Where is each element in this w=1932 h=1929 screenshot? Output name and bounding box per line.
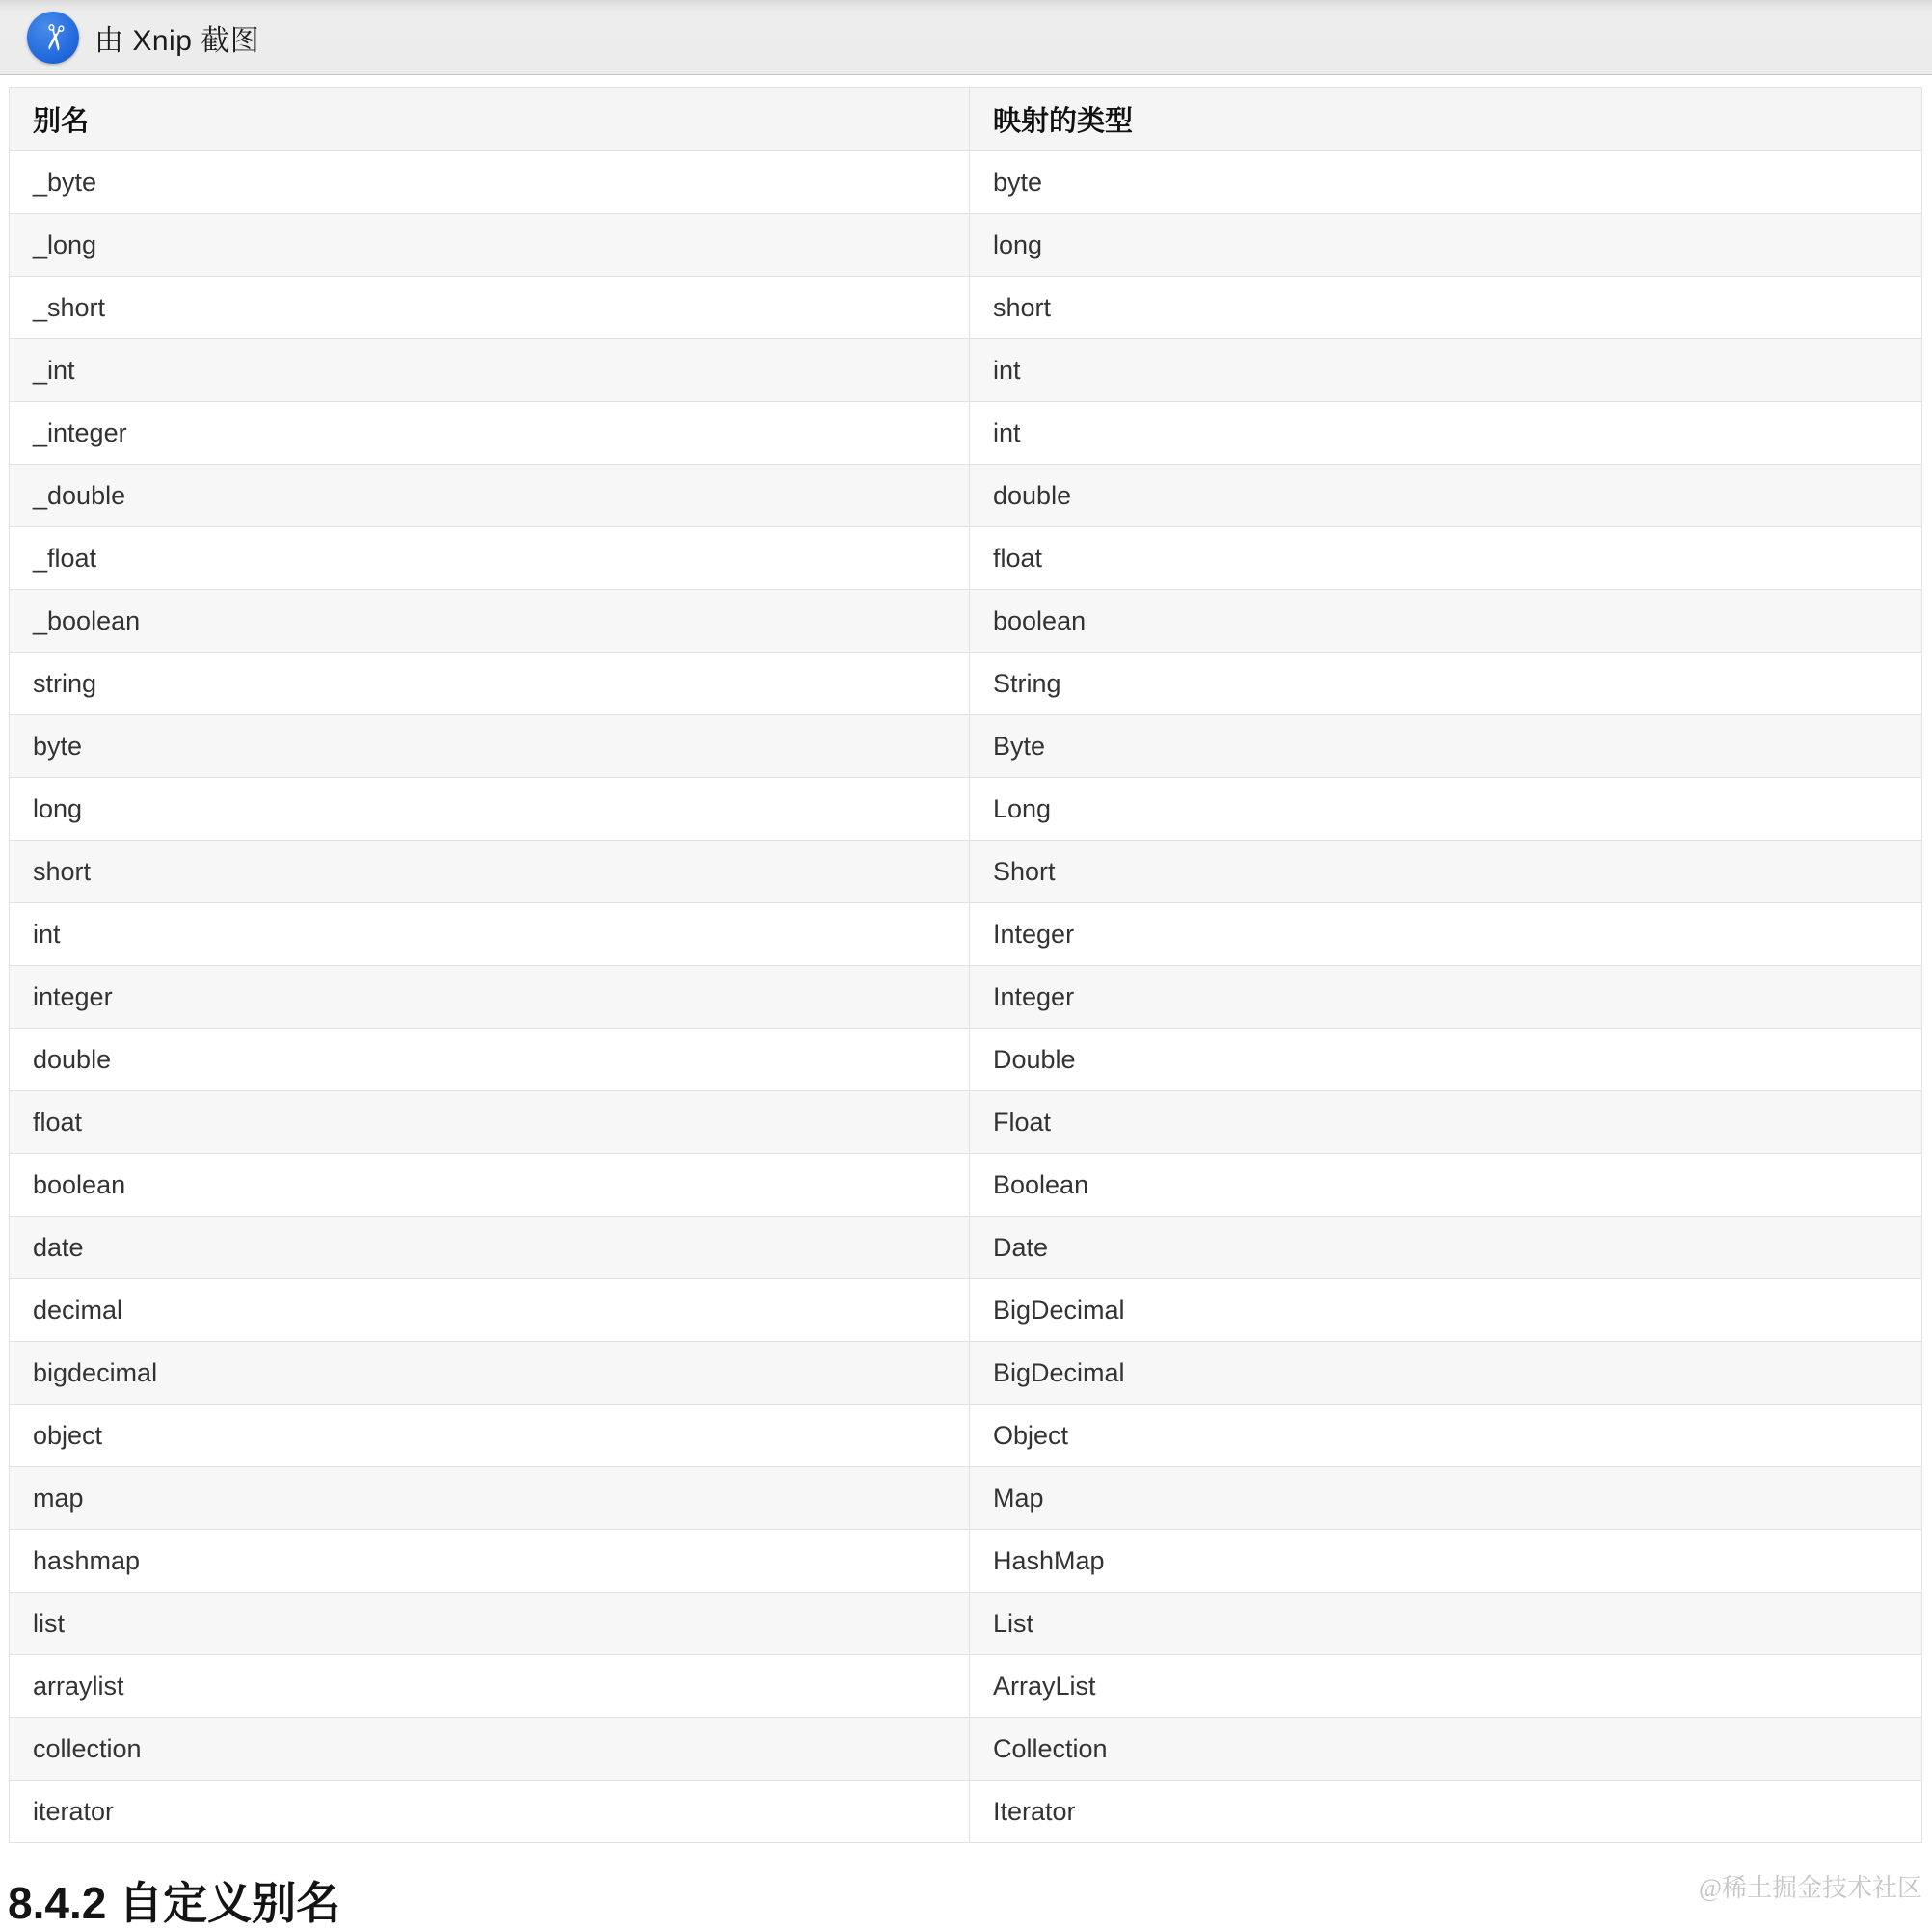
table-row [10, 1781, 1922, 1843]
mapped-type-cell: Long [970, 778, 1922, 841]
mapped-type-cell: List [970, 1593, 1922, 1655]
table-row [10, 590, 1922, 653]
mapped-type-cell: HashMap [970, 1530, 1922, 1593]
mapped-type-cell: Double [970, 1029, 1922, 1091]
table-row [10, 1091, 1922, 1154]
titlebar-label: 由 Xnip 截图 [94, 24, 260, 57]
table-row [10, 1342, 1922, 1405]
table-header-row [10, 88, 1922, 151]
section-heading: 8.4.2 自定义别名 [8, 1878, 341, 1928]
table-row [10, 151, 1922, 214]
table-row [10, 465, 1922, 527]
mapped-type-cell: ArrayList [970, 1655, 1922, 1718]
alias-cell: _long [10, 214, 970, 277]
alias-cell: date [10, 1217, 970, 1279]
table-row [10, 1279, 1922, 1342]
table-row [10, 339, 1922, 402]
mapped-type-cell: short [970, 277, 1922, 339]
alias-cell: _int [10, 339, 970, 402]
mapped-type-cell: byte [970, 151, 1922, 214]
alias-cell: hashmap [10, 1530, 970, 1593]
mapped-type-cell: Date [970, 1217, 1922, 1279]
alias-cell: integer [10, 966, 970, 1029]
table-row [10, 778, 1922, 841]
alias-cell: string [10, 653, 970, 715]
table-row [10, 1718, 1922, 1781]
watermark: @稀土掘金技术社区 [1699, 1874, 1922, 1902]
alias-cell: _double [10, 465, 970, 527]
mapped-type-cell: Float [970, 1091, 1922, 1154]
table-row [10, 1593, 1922, 1655]
alias-cell: int [10, 903, 970, 966]
alias-cell: double [10, 1029, 970, 1091]
mapped-type-cell: int [970, 402, 1922, 465]
mapped-type-cell: Integer [970, 903, 1922, 966]
table-row [10, 1467, 1922, 1530]
mapped-type-cell: Iterator [970, 1781, 1922, 1843]
alias-cell: _byte [10, 151, 970, 214]
column-header-mapped-type: 映射的类型 [970, 88, 1922, 151]
mapped-type-cell: Integer [970, 966, 1922, 1029]
alias-cell: object [10, 1405, 970, 1467]
mapped-type-cell: String [970, 653, 1922, 715]
mapped-type-cell: boolean [970, 590, 1922, 653]
mapped-type-cell: BigDecimal [970, 1279, 1922, 1342]
scissors-icon: ✂ [32, 20, 75, 55]
table-row [10, 402, 1922, 465]
alias-cell: _short [10, 277, 970, 339]
mapped-type-cell: long [970, 214, 1922, 277]
table-row [10, 715, 1922, 778]
alias-cell: collection [10, 1718, 970, 1781]
alias-cell: boolean [10, 1154, 970, 1217]
alias-cell: list [10, 1593, 970, 1655]
column-header-alias: 别名 [10, 88, 970, 151]
table-row [10, 1154, 1922, 1217]
table-row [10, 1029, 1922, 1091]
table-row [10, 214, 1922, 277]
table-row [10, 1655, 1922, 1718]
alias-cell: float [10, 1091, 970, 1154]
mapped-type-cell: Collection [970, 1718, 1922, 1781]
alias-cell: map [10, 1467, 970, 1530]
mapped-type-cell: Boolean [970, 1154, 1922, 1217]
table-row [10, 1405, 1922, 1467]
xnip-titlebar [0, 0, 1932, 75]
alias-cell: _integer [10, 402, 970, 465]
alias-cell: short [10, 841, 970, 903]
table-row [10, 527, 1922, 590]
mapped-type-cell: int [970, 339, 1922, 402]
mapped-type-cell: BigDecimal [970, 1342, 1922, 1405]
mapped-type-cell: float [970, 527, 1922, 590]
alias-cell: byte [10, 715, 970, 778]
alias-cell: arraylist [10, 1655, 970, 1718]
mapped-type-cell: Object [970, 1405, 1922, 1467]
alias-cell: _boolean [10, 590, 970, 653]
table-row [10, 277, 1922, 339]
mapped-type-cell: Short [970, 841, 1922, 903]
table-row [10, 966, 1922, 1029]
mapped-type-cell: double [970, 465, 1922, 527]
type-alias-table [9, 87, 1922, 1843]
mapped-type-cell: Byte [970, 715, 1922, 778]
table-row [10, 653, 1922, 715]
alias-cell: _float [10, 527, 970, 590]
alias-cell: iterator [10, 1781, 970, 1843]
xnip-logo [27, 12, 79, 64]
table-row [10, 1217, 1922, 1279]
table-row [10, 903, 1922, 966]
alias-cell: bigdecimal [10, 1342, 970, 1405]
mapped-type-cell: Map [970, 1467, 1922, 1530]
alias-cell: decimal [10, 1279, 970, 1342]
alias-cell: long [10, 778, 970, 841]
table-row [10, 1530, 1922, 1593]
table-row [10, 841, 1922, 903]
